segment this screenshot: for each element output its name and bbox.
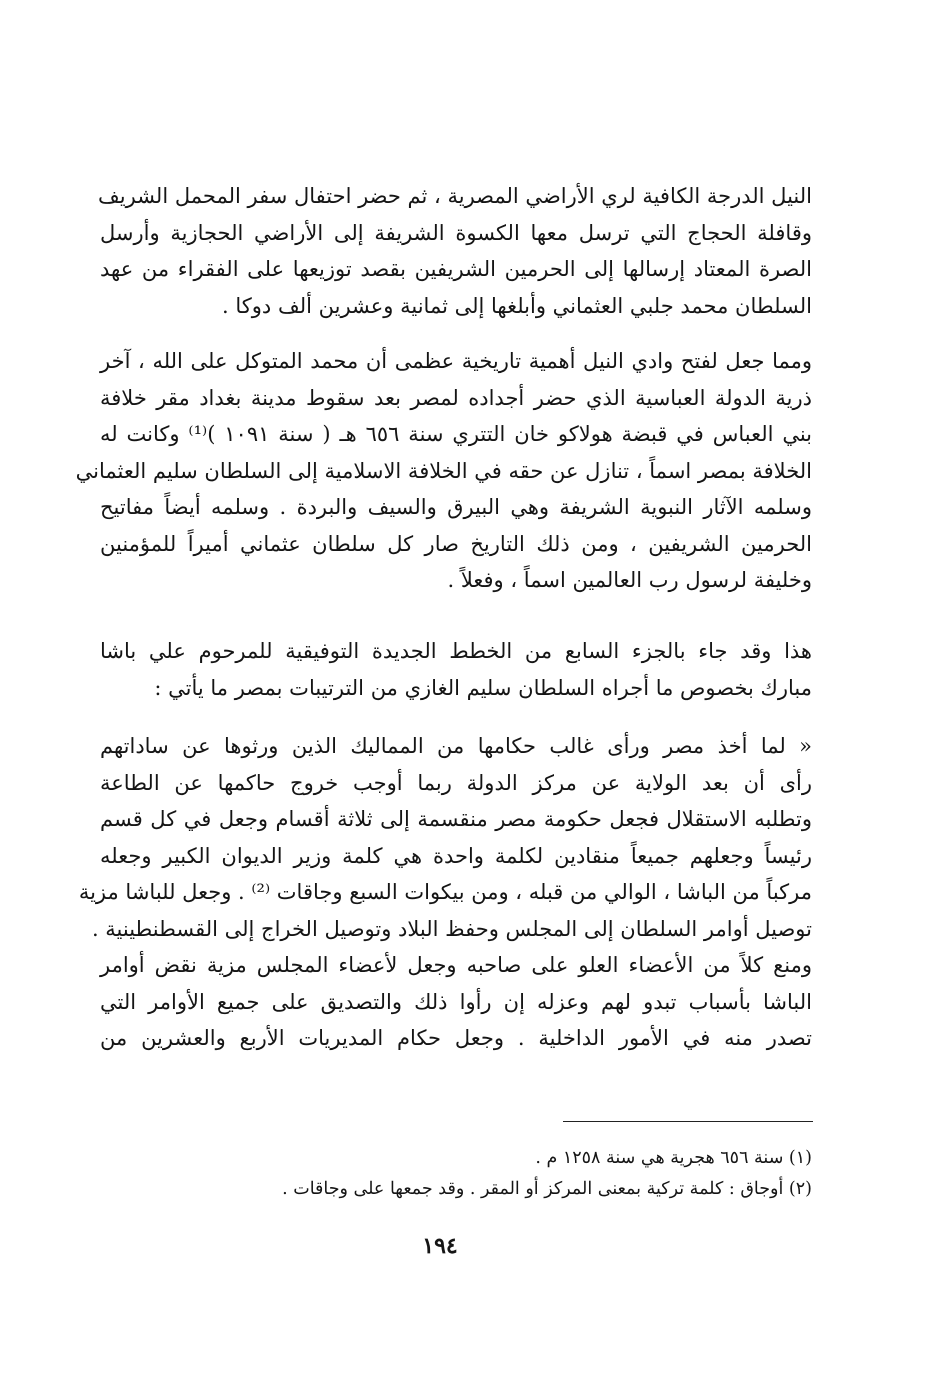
page-number: ١٩٤ bbox=[422, 1233, 458, 1259]
text-line: ومما جعل لفتح وادي النيل أهمية تاريخية عظمى أن محمد المتوكل على الله ، آخر bbox=[100, 349, 812, 373]
paragraph-khitat-intro bbox=[100, 633, 812, 706]
text-line: وخليفة لرسول رب العالمين اسماً ، وفعلاً . bbox=[447, 568, 812, 592]
text-line: ومنع كلاً من الأعضاء العلو على صاحبه وجعل لأعضاء المجلس مزية نقض أوامر bbox=[100, 953, 812, 977]
text-line: مبارك بخصوص ما أجراه السلطان سليم الغازي من الترتيبات بمصر ما يأتي : bbox=[154, 675, 812, 700]
text-line: الخلافة بمصر اسماً ، تنازل عن حقه في الخلافة الاسلامية إلى السلطان سليم العثماني bbox=[75, 458, 812, 483]
text-line: هذا وقد جاء بالجزء السابع من الخطط الجديدة التوفيقية للمرحوم علي باشا bbox=[100, 639, 812, 663]
footnotes bbox=[100, 1143, 812, 1205]
text-line: السلطان محمد جلبي العثماني وأبلغها إلى ثمانية وعشرين ألف دوكا . bbox=[222, 293, 812, 318]
paragraph-continuation bbox=[100, 178, 812, 324]
text-line: « لما أخذ مصر ورأى غالب حكامها من المماليك الذين ورثوها عن ساداتهم bbox=[100, 734, 812, 758]
footnote-2: (٢) أوجاق : كلمة تركية بمعنى المركز أو المقر . وقد جمعها على وجاقات . bbox=[282, 1179, 812, 1199]
text-line: مركباً من الباشا ، الوالي من قبله ، ومن بيكوات السبع وجاقات ⁽²⁾ . وجعل للباشا مزية bbox=[78, 880, 812, 904]
text-line: ذرية الدولة العباسية الذي حضر أجداده لمصر بعد سقوط مدينة بغداد مقر خلافة bbox=[100, 385, 812, 410]
text-line: بني العباس في قبضة هولاكو خان التتري سنة ٦٥٦ هـ ( سنة ١٠٩١ )⁽¹⁾ وكانت له bbox=[100, 422, 813, 446]
text-line: رئيساً وجعلهم جميعاً منقادين لكلمة واحدة هي كلمة وزير الديوان الكبير وجعله bbox=[100, 843, 812, 868]
paragraph-quotation bbox=[78, 728, 812, 1057]
footnote-1: (١) سنة ٦٥٦ هجرية هي سنة ١٢٥٨ م . bbox=[535, 1148, 812, 1168]
text-line: وقافلة الحجاج التي ترسل معها الكسوة الشريفة إلى الأراضي الحجازية وأرسل bbox=[100, 220, 812, 245]
text-line: وتطلبه الاستقلال فجعل حكومة مصر منقسمة إلى ثلاثة أقسام وجعل في كل قسم bbox=[100, 807, 812, 831]
text-line: وسلمه الآثار النبوية الشريفة وهي البيرق والسيف والبردة . وسلمه أيضاً مفاتيح bbox=[100, 495, 812, 519]
text-line: توصيل أوامر السلطان إلى المجلس وحفظ البلاد وتوصيل الخراج إلى القسطنطينية . bbox=[91, 916, 812, 941]
text-line: الباشا بأسباب تبدو لهم وعزله إن رأوا ذلك والتصديق على جميع الأوامر التي bbox=[100, 989, 812, 1014]
text-line: تصدر منه في الأمور الداخلية . وجعل حكام المديريات الأربع والعشرين من bbox=[100, 1026, 812, 1050]
text-line: النيل الدرجة الكافية لري الأراضي المصرية ، ثم حضر احتفال سفر المحمل الشريف bbox=[98, 184, 812, 208]
footnote-separator bbox=[563, 1121, 813, 1122]
text-line: الحرمين الشريفين ، ومن ذلك التاريخ صار كل سلطان عثماني أميراً للمؤمنين bbox=[100, 531, 812, 556]
paragraph-abbasid-caliphate bbox=[75, 343, 813, 599]
text-line: الصرة المعتاد إرسالها إلى الحرمين الشريفين بقصد توزيعها على الفقراء من عهد bbox=[100, 257, 812, 281]
text-line: رأى أن بعد الولاية عن مركز الدولة ربما أوجب خروج حاكمها عن الطاعة bbox=[100, 770, 812, 795]
